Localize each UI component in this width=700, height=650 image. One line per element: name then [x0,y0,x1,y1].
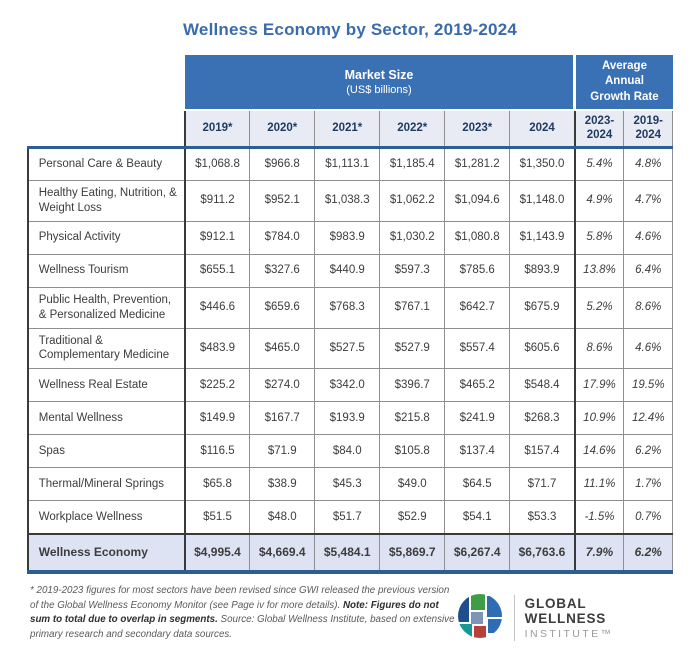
sector-name-cell: Personal Care & Beauty [28,147,185,180]
sector-name-cell: Traditional & Complementary Medicine [28,328,185,369]
year-header-row [28,110,673,147]
market-size-cell: $105.8 [380,435,445,468]
market-size-cell: $655.1 [185,254,250,287]
market-size-units: (US$ billions) [346,83,412,96]
market-size-cell: $1,350.0 [510,147,575,180]
growth-rate-cell: 12.4% [624,402,673,435]
market-size-cell: $527.5 [315,328,380,369]
market-size-cell: $1,038.3 [315,180,380,221]
growth-rate-cell: 7.9% [575,534,624,572]
market-size-cell: $1,030.2 [380,221,445,254]
market-size-cell: $137.4 [445,435,510,468]
market-size-cell: $1,068.8 [185,147,250,180]
market-size-cell: $605.6 [510,328,575,369]
market-size-cell: $446.6 [185,287,250,328]
market-size-cell: $327.6 [250,254,315,287]
market-size-cell: $659.6 [250,287,315,328]
sector-row [28,147,673,180]
growth-rate-cell: 4.8% [624,147,673,180]
sector-row [28,254,673,287]
sector-row [28,287,673,328]
growth-rate-cell: 6.2% [624,435,673,468]
market-size-cell: $51.7 [315,501,380,534]
growth-rate-cell: 11.1% [575,468,624,501]
sector-row [28,468,673,501]
total-label-cell: Wellness Economy [28,534,185,572]
market-size-cell: $952.1 [250,180,315,221]
growth-rate-cell: 14.6% [575,435,624,468]
year-header-2019: 2019* [185,110,250,147]
market-size-cell: $149.9 [185,402,250,435]
market-size-cell: $966.8 [250,147,315,180]
growth-rate-cell: 6.2% [624,534,673,572]
wellness-economy-table [27,55,674,574]
sector-row [28,435,673,468]
market-size-cell: $1,148.0 [510,180,575,221]
market-size-cell: $48.0 [250,501,315,534]
market-size-cell: $893.9 [510,254,575,287]
growth-header-2023-2024: 2023-2024 [575,110,624,147]
market-size-cell: $483.9 [185,328,250,369]
footer [0,574,700,645]
market-size-group-header [185,55,575,110]
market-size-cell: $548.4 [510,369,575,402]
growth-rate-cell: 4.9% [575,180,624,221]
sector-name-cell: Thermal/Mineral Springs [28,468,185,501]
growth-rate-cell: 4.6% [624,221,673,254]
market-size-cell: $784.0 [250,221,315,254]
market-size-cell: $1,080.8 [445,221,510,254]
market-size-cell: $465.2 [445,369,510,402]
table-body [28,147,673,572]
market-size-cell: $268.3 [510,402,575,435]
market-size-cell: $1,062.2 [380,180,445,221]
market-size-cell: $5,869.7 [380,534,445,572]
sector-name-cell: Physical Activity [28,221,185,254]
growth-header-2019-2024: 2019-2024 [624,110,673,147]
market-size-cell: $49.0 [380,468,445,501]
sector-name-cell: Wellness Real Estate [28,369,185,402]
market-size-cell: $597.3 [380,254,445,287]
year-header-2024: 2024 [510,110,575,147]
market-size-cell: $38.9 [250,468,315,501]
logo-divider [514,595,515,641]
growth-rate-group-header: Average Annual Growth Rate [575,55,673,110]
market-size-cell: $785.6 [445,254,510,287]
corner-cell-2 [28,110,185,147]
growth-rate-cell: -1.5% [575,501,624,534]
sector-row [28,501,673,534]
market-size-cell: $116.5 [185,435,250,468]
growth-rate-cell: 6.4% [624,254,673,287]
market-size-cell: $215.8 [380,402,445,435]
footnote-revision: * 2019-2023 figures for most sectors have been revised since GWI released the previous version of the Global Wellness Economy Monitor (see Page iv for more details). [30,584,450,611]
sector-name-cell: Workplace Wellness [28,501,185,534]
market-size-cell: $767.1 [380,287,445,328]
footnotes [30,584,456,643]
market-size-cell: $71.7 [510,468,575,501]
market-size-cell: $45.3 [315,468,380,501]
year-header-2020: 2020* [250,110,315,147]
sector-row [28,328,673,369]
market-size-cell: $6,267.4 [445,534,510,572]
footnote-source: Source: Global Wellness Institute, based on extensive primary research and secondary data sources. [30,614,455,640]
growth-rate-cell: 4.7% [624,180,673,221]
market-size-cell: $396.7 [380,369,445,402]
year-header-2022: 2022* [380,110,445,147]
growth-rate-cell: 0.7% [624,501,673,534]
logo-subname: INSTITUTE™ [524,628,614,641]
page-title: Wellness Economy by Sector, 2019-2024 [182,20,518,39]
market-size-cell: $65.8 [185,468,250,501]
market-size-cell: $274.0 [250,369,315,402]
market-size-cell: $53.3 [510,501,575,534]
sector-row [28,369,673,402]
sector-row [28,180,673,221]
growth-rate-cell: 5.2% [575,287,624,328]
gwi-mosaic-leaf-icon [456,592,504,645]
sector-row [28,402,673,435]
market-size-cell: $465.0 [250,328,315,369]
market-size-cell: $768.3 [315,287,380,328]
footnote-note: Note: Figures do not sum to total due to overlap in segments. [30,599,439,626]
growth-rate-cell: 5.8% [575,221,624,254]
sector-row [28,221,673,254]
growth-rate-cell: 5.4% [575,147,624,180]
market-size-cell: $440.9 [315,254,380,287]
growth-rate-cell: 8.6% [624,287,673,328]
market-size-cell: $675.9 [510,287,575,328]
market-size-cell: $167.7 [250,402,315,435]
market-size-cell: $642.7 [445,287,510,328]
market-size-cell: $983.9 [315,221,380,254]
sector-name-cell: Mental Wellness [28,402,185,435]
year-header-2023: 2023* [445,110,510,147]
market-size-cell: $1,113.1 [315,147,380,180]
growth-rate-cell: 8.6% [575,328,624,369]
market-size-cell: $1,185.4 [380,147,445,180]
market-size-cell: $557.4 [445,328,510,369]
market-size-cell: $84.0 [315,435,380,468]
market-size-cell: $5,484.1 [315,534,380,572]
market-size-cell: $912.1 [185,221,250,254]
gwi-logo [456,592,670,645]
market-size-cell: $6,763.6 [510,534,575,572]
sector-name-cell: Wellness Tourism [28,254,185,287]
sector-name-cell: Public Health, Prevention, & Personalized Medicine [28,287,185,328]
growth-rate-cell: 17.9% [575,369,624,402]
market-size-cell: $225.2 [185,369,250,402]
growth-rate-cell: 19.5% [624,369,673,402]
market-size-cell: $52.9 [380,501,445,534]
sector-name-cell: Healthy Eating, Nutrition, & Weight Loss [28,180,185,221]
market-size-cell: $71.9 [250,435,315,468]
sector-name-cell: Spas [28,435,185,468]
logo-name: GLOBAL WELLNESS [524,596,607,627]
growth-rate-cell: 13.8% [575,254,624,287]
market-size-cell: $4,995.4 [185,534,250,572]
growth-rate-cell: 10.9% [575,402,624,435]
market-size-cell: $911.2 [185,180,250,221]
market-size-cell: $64.5 [445,468,510,501]
market-size-title: Market Size [344,67,414,82]
market-size-cell: $1,281.2 [445,147,510,180]
market-size-cell: $193.9 [315,402,380,435]
market-size-cell: $51.5 [185,501,250,534]
growth-rate-cell: 1.7% [624,468,673,501]
market-size-cell: $527.9 [380,328,445,369]
market-size-cell: $1,143.9 [510,221,575,254]
market-size-cell: $4,669.4 [250,534,315,572]
market-size-cell: $54.1 [445,501,510,534]
corner-cell [28,55,185,110]
total-row [28,534,673,572]
growth-rate-cell: 4.6% [624,328,673,369]
logo-text [525,596,670,640]
market-size-cell: $342.0 [315,369,380,402]
year-header-2021: 2021* [315,110,380,147]
market-size-cell: $157.4 [510,435,575,468]
market-size-cell: $1,094.6 [445,180,510,221]
group-header-row [28,55,673,110]
market-size-cell: $241.9 [445,402,510,435]
